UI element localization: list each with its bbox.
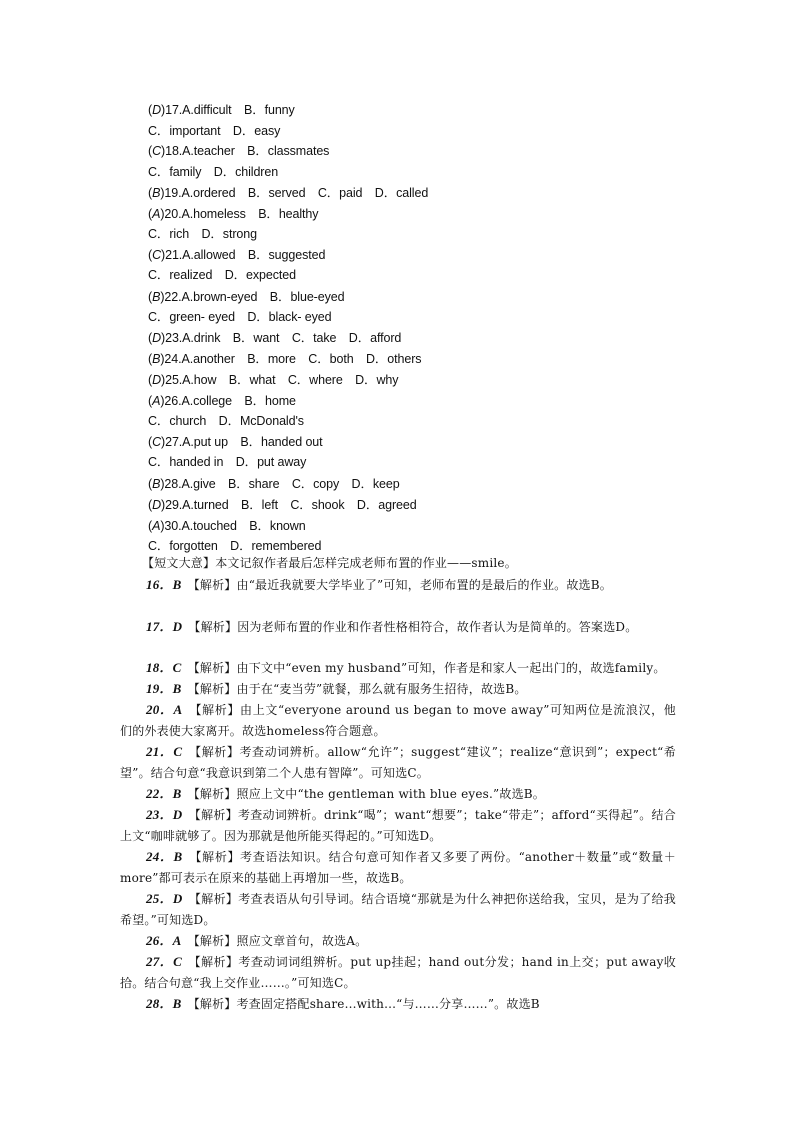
item-number: 21．C	[146, 744, 183, 759]
option-text: 27.A.put up B．handed out	[165, 435, 323, 449]
explanation-item	[120, 657, 676, 679]
explanation-item	[120, 678, 676, 700]
option-line	[148, 265, 296, 283]
explanation-item	[120, 741, 676, 784]
option-line: (B)24.A.another B．more C．both D．others	[148, 352, 422, 366]
explanation-text: 【解析】考查动词辨析。allow“允许”；suggest“建议”；realize“意识到”；expect“希望”。结合句意“我意识到第二个人患有智障”。可知选C。	[120, 745, 676, 780]
answer-letter: D	[152, 331, 162, 345]
option-line: (B)28.A.give B．share C．copy D．keep	[148, 477, 400, 491]
explanation-text: 【解析】考查表语从句引导词。结合语境“那就是为什么神把你送给我，宝贝，是为了给我希望。”可知选D。	[120, 892, 677, 927]
option-line: (D)29.A.turned B．left C．shook D．agreed	[148, 498, 417, 512]
answer-letter: D	[152, 498, 162, 512]
explanation-item	[120, 846, 676, 889]
explanation-text: 【解析】由下文中“even my husband”可知，作者是和家人一起出门的，故选family。	[193, 661, 666, 675]
explanation-text: 【解析】考查固定搭配share...with...“与……分享……”。故选B	[193, 997, 540, 1011]
option-text: 23.A.drink B．want C．take D．afford	[165, 331, 402, 345]
option-text: C．green- eyed D．black- eyed	[148, 310, 332, 324]
option-text: 29.A.turned B．left C．shook D．agreed	[165, 498, 417, 512]
option-text: 20.A.homeless B．healthy	[164, 207, 319, 221]
option-line: (B)22.A.brown-eyed B．blue-eyed	[148, 290, 345, 304]
item-number: 22．B	[146, 786, 182, 801]
option-line: (C)27.A.put up B．handed out	[148, 435, 323, 449]
option-line: (A)30.A.touched B．known	[148, 519, 306, 533]
explanation-item	[120, 574, 676, 596]
option-line	[148, 121, 280, 139]
item-number: 28．B	[146, 996, 182, 1011]
option-line	[148, 162, 278, 180]
option-line: (D)23.A.drink B．want C．take D．afford	[148, 331, 402, 345]
option-text: 19.A.ordered B．served C．paid D．called	[164, 186, 429, 200]
answer-letter: C	[152, 248, 162, 262]
item-number: 23．D	[146, 807, 183, 822]
item-number: 16．B	[146, 577, 182, 592]
option-text: 22.A.brown-eyed B．blue-eyed	[164, 290, 345, 304]
option-text: C．church D．McDonald's	[148, 414, 304, 428]
option-line	[148, 224, 257, 242]
option-line	[148, 536, 321, 554]
explanation-item	[120, 804, 676, 847]
explanation-text: 【解析】由上文“everyone around us began to move away”可知两位是流浪汉，他们的外表使大家离开。故选homeless符合题意。	[120, 703, 676, 738]
option-line: (B)19.A.ordered B．served C．paid D．called	[148, 186, 429, 200]
option-line	[148, 307, 332, 325]
explanation-text: 【解析】由于在“麦当劳”就餐，那么就有服务生招待，故选B。	[193, 682, 527, 696]
explanation-item	[120, 783, 676, 805]
explanation-item	[120, 930, 676, 952]
explanation-text: 【解析】由“最近我就要大学毕业了”可知，老师布置的是最后的作业。故选B。	[193, 578, 612, 592]
item-number: 20．A	[146, 702, 183, 717]
item-number: 24．B	[146, 849, 183, 864]
answer-letter: B	[152, 477, 161, 491]
option-line	[148, 452, 306, 470]
option-text: 28.A.give B．share C．copy D．keep	[164, 477, 400, 491]
item-number: 25．D	[146, 891, 183, 906]
option-text: C．rich D．strong	[148, 227, 257, 241]
option-text: 21.A.allowed B．suggested	[165, 248, 326, 262]
option-text: 18.A.teacher B．classmates	[165, 144, 330, 158]
option-text: C．important D．easy	[148, 124, 281, 138]
explanation-item	[120, 993, 676, 1015]
option-line	[148, 411, 304, 429]
answer-letter: A	[152, 519, 161, 533]
explanation-text: 【解析】因为老师布置的作业和作者性格相符合，故作者认为是简单的。答案选D。	[194, 620, 638, 634]
answer-letter: D	[152, 373, 162, 387]
option-text: 26.A.college B．home	[164, 394, 296, 408]
option-line: (A)20.A.homeless B．healthy	[148, 207, 319, 221]
item-number: 26．A	[146, 933, 182, 948]
option-line: (D)25.A.how B．what C．where D．why	[148, 373, 399, 387]
option-text: C．realized D．expected	[148, 268, 296, 282]
answer-letter: C	[152, 144, 162, 158]
option-text: 17.A.difficult B．funny	[165, 103, 295, 117]
option-text: C．forgotten D．remembered	[148, 539, 322, 553]
explanation-text: 【解析】考查动词词组辨析。put up挂起；hand out分发；hand in上交；put away收拾。结合句意“我上交作业……。”可知选C。	[120, 955, 676, 990]
option-text: 30.A.touched B．known	[164, 519, 306, 533]
item-number: 19．B	[146, 681, 182, 696]
answer-letter: D	[152, 103, 162, 117]
option-text: 25.A.how B．what C．where D．why	[165, 373, 399, 387]
explanation-text: 【解析】照应上文中“the gentleman with blue eyes.”故选B。	[193, 787, 545, 801]
option-line: (C)18.A.teacher B．classmates	[148, 144, 330, 158]
item-number: 27．C	[146, 954, 182, 969]
answer-letter: B	[152, 186, 161, 200]
option-line: (A)26.A.college B．home	[148, 394, 296, 408]
explanation-item	[120, 951, 676, 994]
explanation-item	[120, 888, 676, 931]
summary-text: 【短文大意】本文记叙作者最后怎样完成老师布置的作业——smile。	[142, 556, 517, 570]
option-text: C．family D．children	[148, 165, 279, 179]
item-number: 18．C	[146, 660, 182, 675]
answer-letter: C	[152, 435, 162, 449]
option-text: 24.A.another B．more C．both D．others	[164, 352, 422, 366]
answer-letter: B	[152, 352, 161, 366]
option-line: (D)17.A.difficult B．funny	[148, 103, 295, 117]
option-line: (C)21.A.allowed B．suggested	[148, 248, 326, 262]
item-number: 17．D	[146, 619, 183, 634]
explanation-item	[120, 699, 676, 742]
explanation-text: 【解析】照应文章首句，故选A。	[193, 934, 368, 948]
explanation-text: 【解析】考查动词辨析。drink“喝”；want“想要”；take“带走”；afford“买得起”。结合上文“咖啡就够了。因为那就是他所能买得起的。”可知选D。	[120, 808, 676, 843]
answer-letter: B	[152, 290, 161, 304]
option-text: C．handed in D．put away	[148, 455, 307, 469]
answer-letter: A	[152, 207, 161, 221]
explanation-item	[120, 616, 676, 638]
explanation-text: 【解析】考查语法知识。结合句意可知作者又多要了两份。“another＋数量”或“数量＋more”都可表示在原来的基础上再增加一些，故选B。	[120, 850, 676, 885]
summary-paragraph	[120, 553, 676, 574]
answer-letter: A	[152, 394, 161, 408]
